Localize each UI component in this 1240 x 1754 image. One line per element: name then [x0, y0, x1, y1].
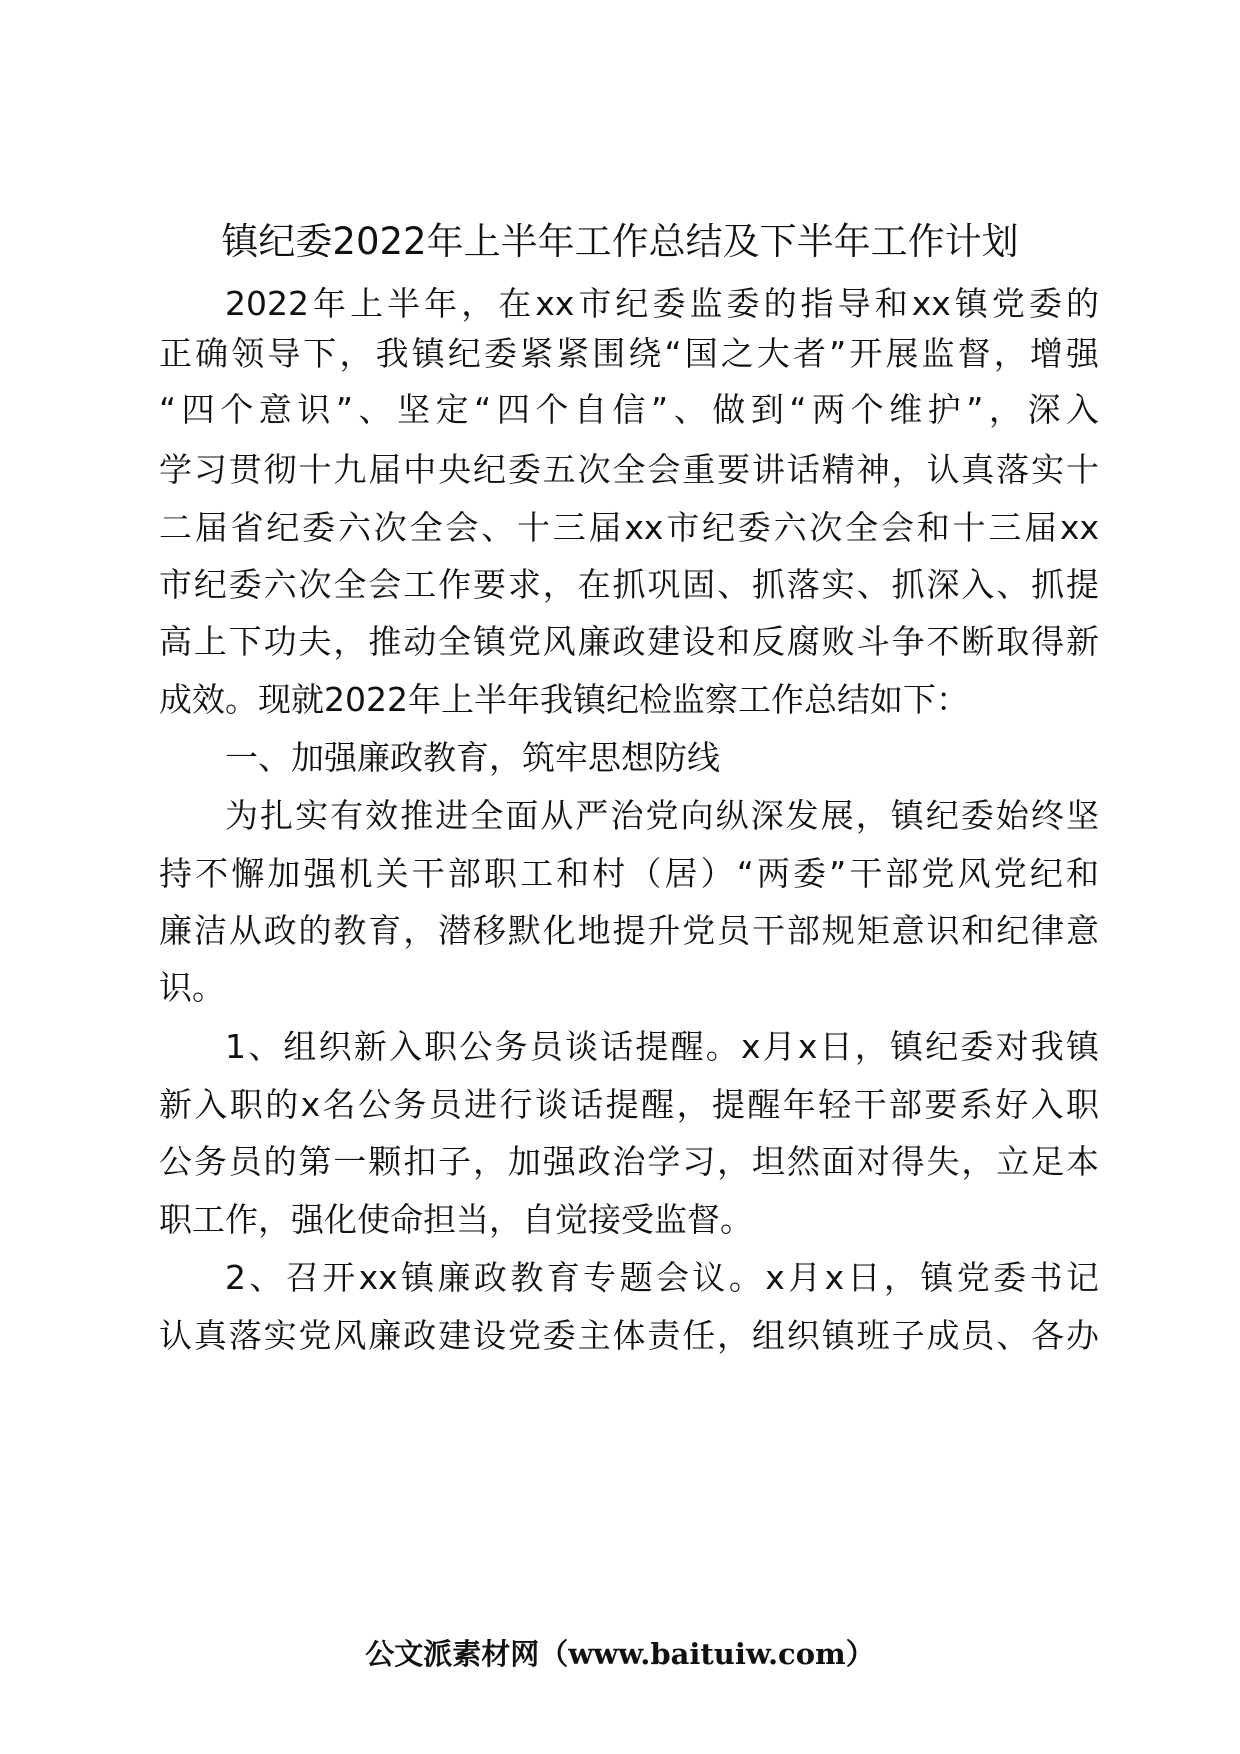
- body-line: 2022年上半年，在xx市纪委监委的指导和xx镇党委的: [225, 284, 1099, 323]
- body-line: 新入职的x名公务员进行谈话提醒，提醒年轻干部要系好入职: [159, 1085, 1099, 1124]
- body-line: 高上下功夫，推动全镇党风廉政建设和反腐败斗争不断取得新: [159, 622, 1099, 661]
- body-line: 持不懈加强机关干部职工和村（居）“两委”干部党风党纪和: [159, 854, 1099, 893]
- body-line: 为扎实有效推进全面从严治党向纵深发展，镇纪委始终坚: [225, 796, 1099, 835]
- body-line: 职工作，强化使命担当，自觉接受监督。: [159, 1200, 753, 1239]
- body-line: 学习贯彻十九届中央纪委五次全会重要讲话精神，认真落实十: [159, 450, 1099, 489]
- body-line: 认真落实党风廉政建设党委主体责任，组织镇班子成员、各办: [159, 1316, 1099, 1355]
- footer-watermark: 公文派素材网（www.baituiw.com）: [365, 1637, 875, 1671]
- body-line: 市纪委六次全会工作要求，在抓巩固、抓落实、抓深入、抓提: [159, 565, 1099, 604]
- body-line: 识。: [159, 968, 225, 1007]
- body-line: 廉洁从政的教育，潜移默化地提升党员干部规矩意识和纪律意: [159, 911, 1099, 950]
- body-line: 1、组织新入职公务员谈话提醒。x月x日，镇纪委对我镇: [225, 1027, 1099, 1066]
- body-line: 二届省纪委六次全会、十三届xx市纪委六次全会和十三届xx: [159, 508, 1099, 547]
- body-line: “四个意识”、坚定“四个自信”、做到“两个维护”，深入: [159, 390, 1099, 429]
- document-title: 镇纪委2022年上半年工作总结及下半年工作计划: [221, 220, 1019, 263]
- body-line: 公务员的第一颗扣子，加强政治学习，坦然面对得失，立足本: [159, 1142, 1099, 1181]
- body-line: 2、召开xx镇廉政教育专题会议。x月x日，镇党委书记: [225, 1258, 1099, 1297]
- section-heading: 一、加强廉政教育，筑牢思想防线: [225, 738, 720, 777]
- body-line: 正确领导下，我镇纪委紧紧围绕“国之大者”开展监督，增强: [159, 334, 1099, 373]
- body-line: 成效。现就2022年上半年我镇纪检监察工作总结如下：: [159, 680, 969, 719]
